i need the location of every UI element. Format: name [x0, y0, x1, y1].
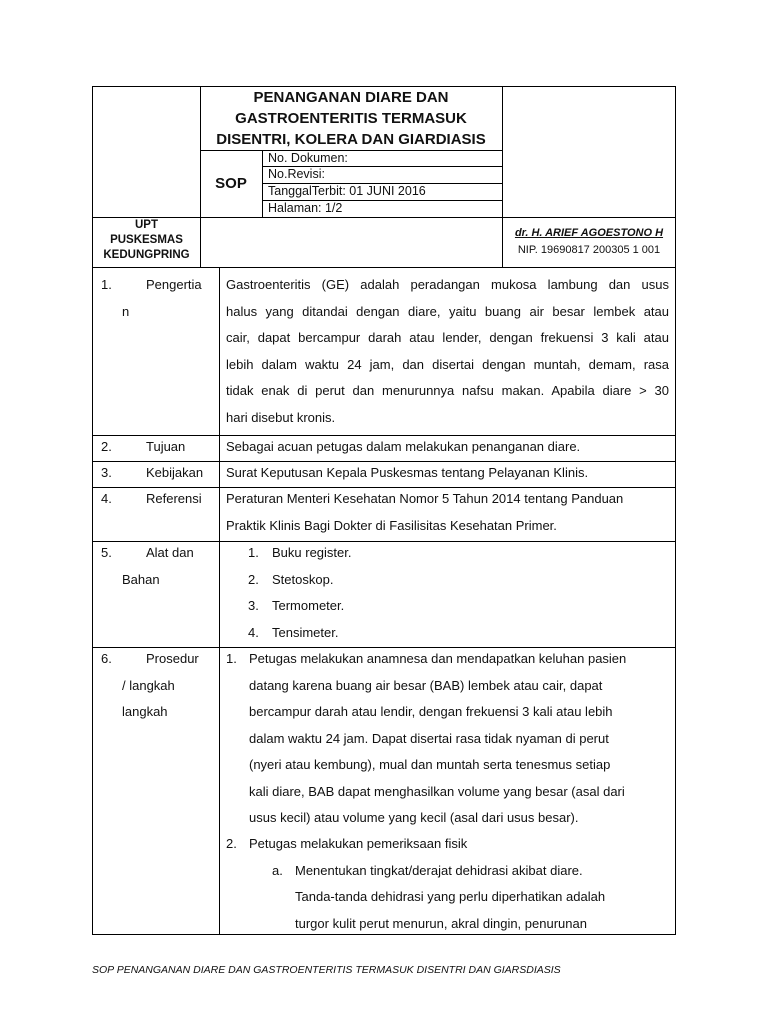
section-4-label: Referensi — [146, 491, 202, 506]
tool-item-text: Stetoskop. — [272, 571, 334, 587]
org-line-2: PUSKESMAS — [110, 234, 183, 246]
step-1-number: 1. — [226, 651, 237, 666]
sub-step-a-number: a. — [272, 862, 283, 878]
step-1-line: usus kecil) atau volume yang kecil (asal dari usus besar). — [249, 810, 579, 825]
definition-line-4: lebih dalam waktu 24 jam, dan disertai dengan muntah, demam, rasa — [226, 356, 669, 372]
tool-item-number: 3. — [248, 598, 259, 613]
tool-item-text: Buku register. — [272, 545, 352, 560]
issue-date-field: TanggalTerbit: 01 JUNI 2016 — [268, 184, 426, 198]
section-2-label: Tujuan — [146, 439, 186, 454]
section-4-text — [226, 486, 669, 539]
step-1-line: datang karena buang air besar (BAB) lembek atau cair, dapat — [249, 677, 603, 693]
signature-block — [502, 218, 676, 259]
section-1-label-line-2: n — [122, 303, 130, 319]
section-1-label-line-1: Pengertia — [146, 277, 202, 292]
title-line-1: PENANGANAN DIARE DAN — [253, 89, 449, 106]
section-6-number: 6. — [101, 651, 112, 666]
sub-step-a-line: Tanda-tanda dehidrasi yang perlu diperhatikan adalah — [295, 889, 606, 904]
sop-label: SOP — [215, 175, 247, 192]
signer-nip: NIP. 19690817 200305 1 001 — [517, 244, 661, 256]
step-2-number: 2. — [226, 836, 237, 851]
section-1-text — [226, 272, 669, 431]
org-line-3: KEDUNGPRING — [103, 249, 190, 261]
page-footer: SOP PENANGANAN DIARE DAN GASTROENTERITIS TERMASUK DISENTRI DAN GIARSDIASIS — [92, 964, 561, 976]
sub-step-a-line: Menentukan tingkat/derajat dehidrasi akibat diare. — [295, 862, 583, 878]
sub-step-a-text — [295, 858, 669, 938]
section-5-number: 5. — [101, 545, 112, 560]
section-2-text: Sebagai acuan petugas dalam melakukan penanganan diare. — [226, 439, 581, 454]
definition-line-1: Gastroenteritis (GE) adalah peradangan mukosa lambung dan usus — [226, 277, 669, 292]
organization-name — [93, 218, 200, 263]
step-1-line: Petugas melakukan anamnesa dan mendapatkan keluhan pasien — [249, 651, 627, 666]
definition-line-3: cair, dapat bercampur darah atau lender, dengan frekuensi 3 kali atau — [226, 330, 669, 345]
definition-line-2: halus yang ditandai dengan diare, yaitu buang air besar lembek atau — [226, 303, 669, 319]
section-3-label: Kebijakan — [146, 465, 204, 480]
definition-line-6: hari disebut kronis. — [226, 409, 336, 425]
tool-item-number: 1. — [248, 545, 259, 560]
section-4-number: 4. — [101, 491, 112, 506]
step-1-line: dalam waktu 24 jam. Dapat disertai rasa tidak nyaman di perut — [249, 730, 609, 746]
step-1-line: kali diare, BAB dapat menghasilkan volume yang besar (asal dari — [249, 783, 625, 799]
org-line-1: UPT — [135, 219, 158, 231]
section-6-label-line-2: / langkah — [122, 677, 175, 693]
page-field: Halaman: 1/2 — [268, 201, 343, 215]
revision-field: No.Revisi: — [268, 167, 325, 181]
tool-item-number: 4. — [248, 624, 259, 640]
section-5-label-line-2: Bahan — [122, 571, 160, 587]
section-5-label-line-1: Alat dan — [146, 545, 194, 560]
section-6-label-line-3: langkah — [122, 704, 168, 719]
section-6-label-line-1: Prosedur — [146, 651, 199, 666]
step-1-text — [249, 646, 669, 832]
signer-name: dr. H. ARIEF AGOESTONO H — [514, 227, 664, 239]
tool-item-text: Tensimeter. — [272, 624, 339, 640]
tool-item-text: Termometer. — [272, 598, 345, 613]
reference-line-2: Praktik Klinis Bagi Dokter di Fasilisitas Kesehatan Primer. — [226, 517, 557, 533]
title-line-3: DISENTRI, KOLERA DAN GIARDIASIS — [216, 131, 486, 148]
reference-line-1: Peraturan Menteri Kesehatan Nomor 5 Tahun 2014 tentang Panduan — [226, 491, 624, 506]
section-3-number: 3. — [101, 465, 112, 480]
definition-line-5: tidak enak di perut dan menurunnya nafsu makan. Apabila diare > 30 — [226, 383, 669, 398]
step-2-text: Petugas melakukan pemeriksaan fisik — [249, 836, 468, 851]
doc-number-field: No. Dokumen: — [268, 151, 348, 165]
document-title — [200, 87, 502, 150]
tool-item-number: 2. — [248, 571, 259, 587]
section-1-number: 1. — [101, 277, 112, 292]
section-2-number: 2. — [101, 439, 112, 454]
step-1-line: (nyeri atau kembung), mual dan muntah serta tenesmus setiap — [249, 757, 611, 772]
title-line-2: GASTROENTERITIS TERMASUK — [235, 110, 467, 127]
sub-step-a-line: turgor kulit perut menurun, akral dingin, penurunan — [295, 915, 587, 931]
section-3-text: Surat Keputusan Kepala Puskesmas tentang Pelayanan Klinis. — [226, 465, 589, 480]
step-1-line: bercampur darah atau lendir, dengan frekuensi 3 kali atau lebih — [249, 704, 613, 719]
